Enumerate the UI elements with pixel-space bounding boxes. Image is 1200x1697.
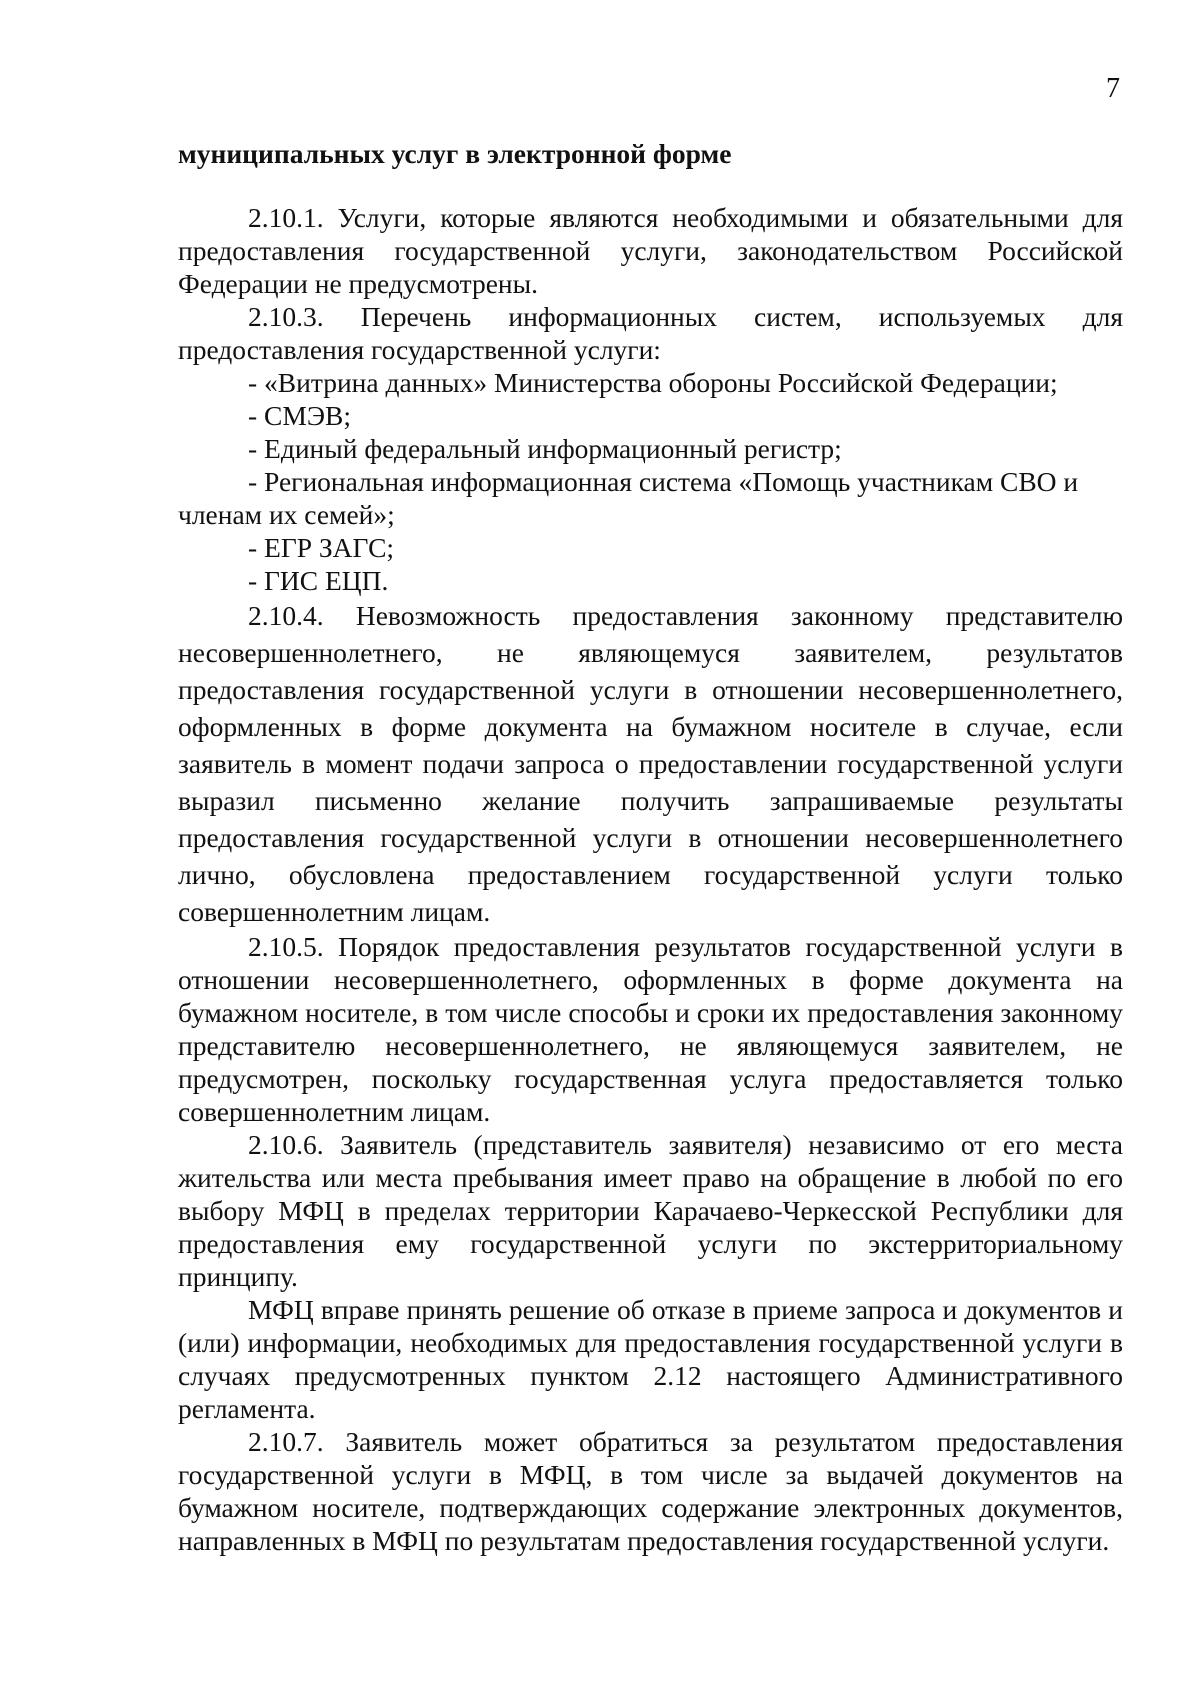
paragraph-2-10-6: 2.10.6. Заявитель (представитель заявителя) независимо от его места жительства или места пребывания имеет право на обращение в любой по его выбору МФЦ в пределах территории Карачаево-Черкесской Республики для предоставления ему государственной услуги по экстерриториальному принципу. — [178, 1129, 1123, 1292]
list-item-vitrina: - «Витрина данных» Министерства обороны Российской Федерации; — [248, 367, 1058, 398]
paragraph-2-10-4: 2.10.4. Невозможность предоставления законному представителю несовершеннолетнего, не являющемуся заявителем, результатов предоставления государственной услуги в отношении несовершеннолетнего, оформленных в форме документа на бумажном носителе в случае, если заявитель в момент подачи запроса о предоставлении государственной услуги выразил письменно желание получить запрашиваемые результаты предоставления государственной услуги в отношении несовершеннолетнего лично, обусловлена предоставлением государственной услуги только совершеннолетним лицам. — [178, 600, 1123, 927]
page-number: 7 — [1106, 73, 1120, 104]
list-item-egr-zags: - ЕГР ЗАГС; — [248, 532, 395, 563]
paragraph-mfc-refusal: МФЦ вправе принять решение об отказе в приеме запроса и документов и (или) информации, необходимых для предоставления государственной услуги в случаях предусмотренных пунктом 2.12 настоящего Административного регламента. — [178, 1294, 1123, 1424]
list-item-register: - Единый федеральный информационный регистр; — [248, 433, 842, 464]
document-body — [178, 201, 1123, 1557]
paragraph-2-10-1: 2.10.1. Услуги, которые являются необходимыми и обязательными для предоставления государственной услуги, законодательством Российской Федерации не предусмотрены. — [178, 202, 1123, 299]
list-item-smev: - СМЭВ; — [248, 400, 351, 431]
list-item-regional-system: - Региональная информационная система «Помощь участникам СВО и членам их семей»; — [178, 466, 1079, 530]
paragraph-2-10-3: 2.10.3. Перечень информационных систем, используемых для предоставления государственной услуги: — [178, 301, 1123, 365]
list-item-gis-ecp: - ГИС ЕЦП. — [248, 565, 389, 596]
section-heading: муниципальных услуг в электронной форме — [178, 138, 732, 169]
paragraph-2-10-5: 2.10.5. Порядок предоставления результатов государственной услуги в отношении несовершеннолетнего, оформленных в форме документа на бумажном носителе, в том числе способы и сроки их предоставления законному представителю несовершеннолетнего, не являющемуся заявителем, не предусмотрен, поскольку государственная услуга предоставляется только совершеннолетним лицам. — [178, 931, 1123, 1127]
paragraph-2-10-7: 2.10.7. Заявитель может обратиться за результатом предоставления государственной услуги в МФЦ, в том числе за выдачей документов на бумажном носителе, подтверждающих содержание электронных документов, направленных в МФЦ по результатам предоставления государственной услуги. — [178, 1426, 1123, 1556]
